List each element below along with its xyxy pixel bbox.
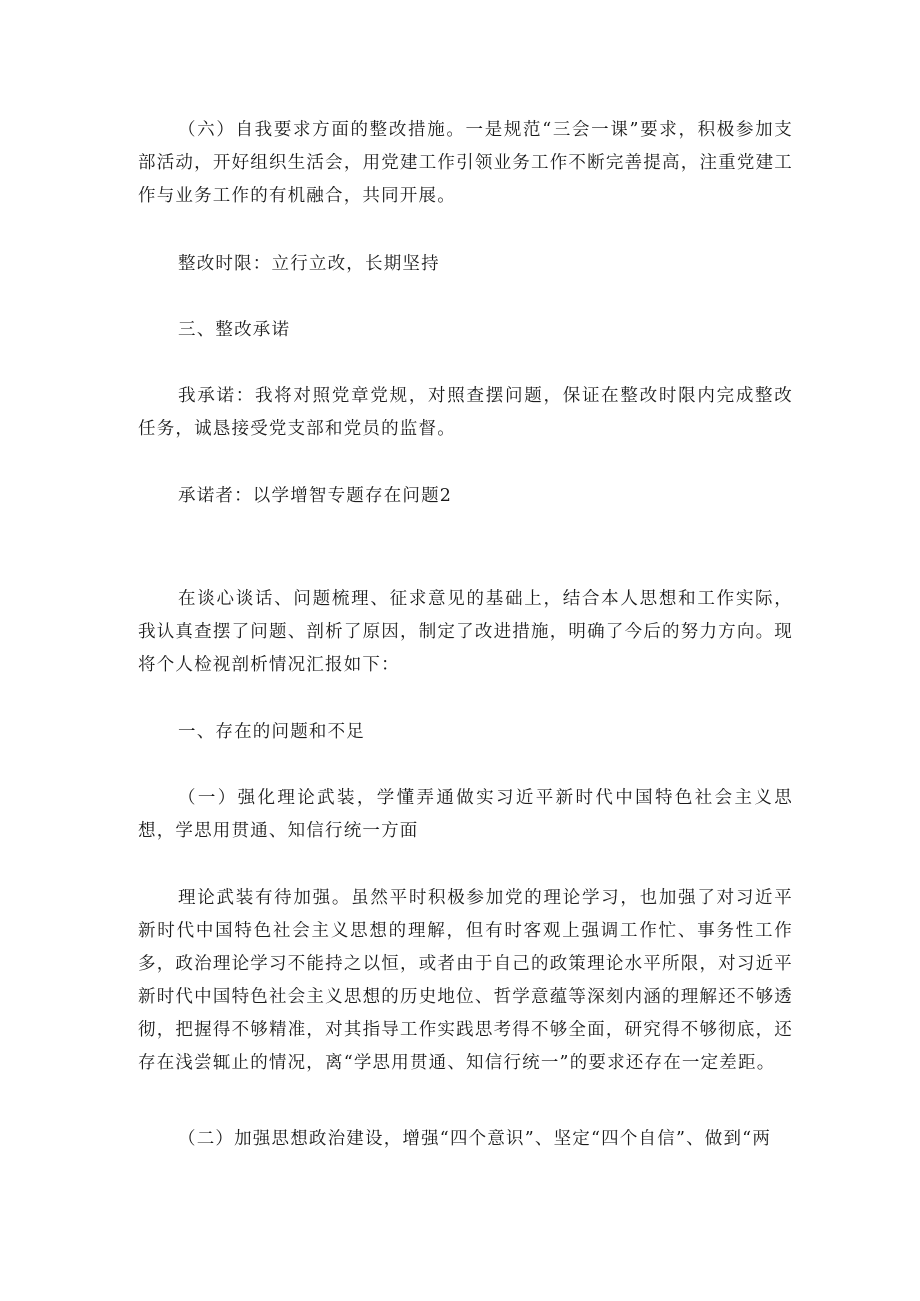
- paragraph-rectification-deadline: 整改时限：立行立改，长期坚持: [178, 254, 440, 274]
- section-heading-rectification-commitment: 三、整改承诺: [178, 320, 291, 340]
- subheading-theory-armament: （一）强化理论武装，学懂弄通做实习近平新时代中国特色社会主义思想，学思用贯通、知信行统一方面: [138, 788, 793, 841]
- paragraph-theory-armament-detail: 理论武装有待加强。虽然平时积极参加党的理论学习，也加强了对习近平新时代中国特色社会主义思想的理解，但有时客观上强调工作忙、事务性工作多，政治理论学习不能持之以恒，或者由于自己的政策理论水平所限，对习近平新时代中国特色社会主义思想的历史地位、哲学意蕴等深刻内涵的理解还不够透彻，把握得不够精准，对其指导工作实践思考得不够全面，研究得不够彻底，还存在浅尝辄止的情况，离“学思用贯通、知信行统一”的要求还存在一定差距。: [138, 888, 793, 1073]
- section-heading-problems: 一、存在的问题和不足: [178, 722, 365, 742]
- paragraph-commitment: 我承诺：我将对照党章党规，对照查摆问题，保证在整改时限内完成整改任务，诚恳接受党支部和党员的监督。: [138, 386, 793, 439]
- paragraph-introduction: 在谈心谈话、问题梳理、征求意见的基础上，结合本人思想和工作实际，我认真查摆了问题、剖析了原因，制定了改进措施，明确了今后的努力方向。现将个人检视剖析情况汇报如下：: [138, 589, 793, 675]
- subheading-political-construction: （二）加强思想政治建设，增强“四个意识”、坚定“四个自信”、做到“两: [178, 1129, 772, 1149]
- paragraph-self-requirement-measures: （六）自我要求方面的整改措施。一是规范“三会一课”要求，积极参加支部活动，开好组织生活会，用党建工作引领业务工作不断完善提高，注重党建工作与业务工作的有机融合，共同开展。: [138, 120, 793, 206]
- paragraph-committer: 承诺者：以学增智专题存在问题2: [178, 486, 453, 506]
